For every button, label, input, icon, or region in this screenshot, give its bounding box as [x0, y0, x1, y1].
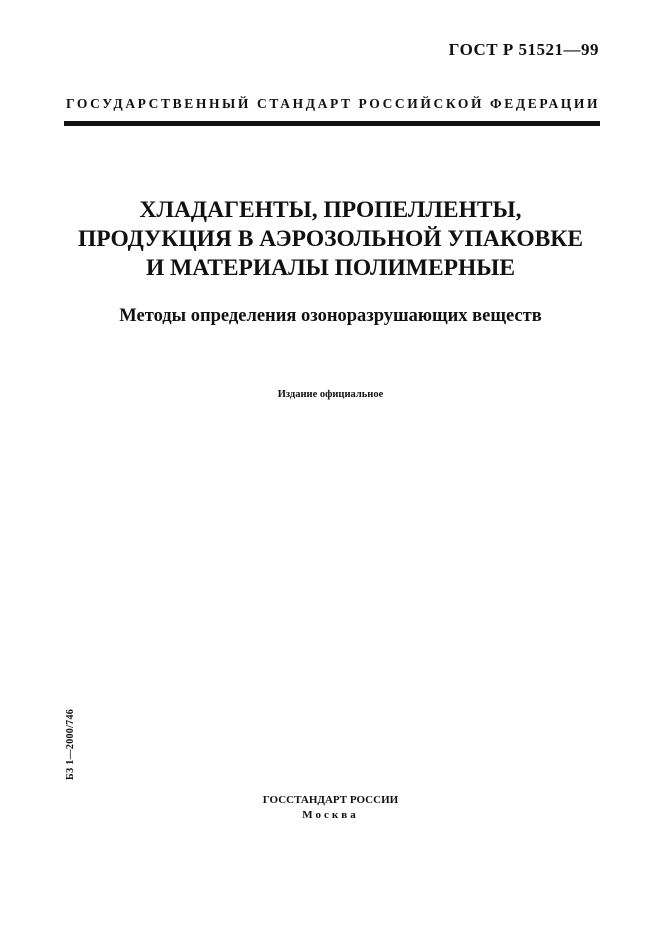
document-title: [40, 196, 621, 283]
publisher-block: [40, 793, 621, 823]
title-line: ХЛАДАГЕНТЫ, ПРОПЕЛЛЕНТЫ,: [139, 197, 522, 223]
title-line: ПРОДУКЦИЯ В АЭРОЗОЛЬНОЙ УПАКОВКЕ: [77, 226, 583, 252]
document-subtitle: Методы определения озоноразрушающих веществ: [119, 306, 542, 326]
heading-divider: [64, 121, 600, 126]
edition-note: Издание официальное: [277, 389, 384, 400]
gost-number: ГОСТ Р 51521—99: [448, 40, 599, 59]
state-standard-heading: ГОСУДАРСТВЕННЫЙ СТАНДАРТ РОССИЙСКОЙ ФЕДЕРАЦИИ: [66, 96, 601, 111]
publisher-name: ГОССТАНДАРТ РОССИИ: [262, 794, 399, 806]
side-code: БЗ 1—2000/746: [65, 708, 76, 780]
publisher-city: Москва: [302, 809, 359, 821]
title-line: И МАТЕРИАЛЫ ПОЛИМЕРНЫЕ: [145, 255, 516, 281]
